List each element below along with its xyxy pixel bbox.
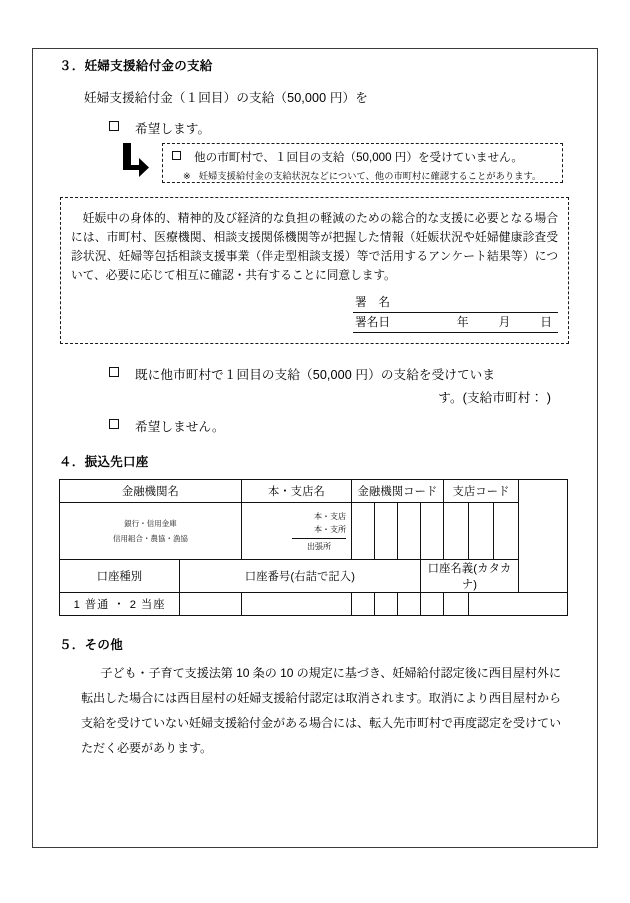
header-account-type: 口座種別 xyxy=(60,560,180,593)
option-already-received-line2: す。(支給市町村： ) xyxy=(438,391,551,406)
subbox-note xyxy=(183,168,562,182)
form-page xyxy=(32,48,598,848)
option-row-decline[interactable] xyxy=(109,416,571,435)
section-3-heading xyxy=(59,59,571,74)
checkbox-request-icon[interactable] xyxy=(109,121,119,131)
section-3-title: 妊婦支援給付金の支給 xyxy=(84,59,213,73)
table-row xyxy=(60,593,568,616)
checkbox-decline-icon[interactable] xyxy=(109,419,119,429)
institution-sub-label-1: 銀行・信用金庫 xyxy=(124,518,177,528)
subbox-note-text: 妊婦支援給付金の支給状況などについて、他の市町村に確認することがあります。 xyxy=(198,171,542,181)
day-label: 日 xyxy=(540,315,552,329)
input-branch-code-digit[interactable] xyxy=(494,503,519,560)
checkbox-not-received-icon[interactable] xyxy=(172,151,181,160)
section-4-title: 振込先口座 xyxy=(84,455,149,470)
header-account-holder: 口座名義(カタカナ) xyxy=(421,560,519,593)
branch-sub-label-3: 出張所 xyxy=(292,538,346,553)
bank-account-table xyxy=(59,479,568,616)
section-4-number: ４． xyxy=(59,455,85,470)
signature-name-label: 署 名 xyxy=(355,295,391,309)
table-row xyxy=(60,503,568,560)
input-bank-code-digit[interactable] xyxy=(421,503,444,560)
header-institution-name: 金融機関名 xyxy=(60,480,242,503)
benefit-lead-text: 妊婦支援給付金（１回目）の支給（50,000 円）を xyxy=(84,91,368,105)
signature-name-row[interactable] xyxy=(353,293,558,313)
signature-date-fields xyxy=(457,314,556,330)
input-account-number-digit[interactable] xyxy=(398,593,421,616)
branch-sub-label-1: 本・支店 xyxy=(314,512,347,522)
branch-sub-label-2: 本・支所 xyxy=(314,525,347,535)
signature-block xyxy=(353,293,558,333)
subbox-group xyxy=(109,143,571,185)
input-branch-code-digit[interactable] xyxy=(444,503,469,560)
option-row-request[interactable] xyxy=(109,118,571,137)
hook-arrow-icon xyxy=(118,141,150,181)
month-label: 月 xyxy=(498,315,511,329)
header-account-number: 口座番号(右詰で記入) xyxy=(180,560,421,593)
section-5-title: その他 xyxy=(84,638,124,653)
subbox-checkbox-row[interactable] xyxy=(172,149,562,165)
section-5-heading xyxy=(59,638,571,653)
note-mark-icon: ※ xyxy=(183,171,191,181)
section-5-body-text: 子ども・子育て支援法第 10 条の 10 の規定に基づき、妊婦給付認定後に西目屋村外に転出した場合には西目屋村の妊婦支援給付認定は取消されます。取消により西目屋村から支給を受けていない妊婦支援給付金がある場合には、転入先市町村で再度認定を受けていただく必要があります。 xyxy=(81,666,561,755)
input-bank-code-digit[interactable] xyxy=(375,503,398,560)
input-bank-code-digit[interactable] xyxy=(398,503,421,560)
input-account-number-digit[interactable] xyxy=(421,593,444,616)
section-3-number: ３． xyxy=(59,59,85,73)
input-account-number-digit[interactable] xyxy=(352,593,375,616)
checkbox-already-received-icon[interactable] xyxy=(109,367,119,377)
input-account-number-digit[interactable] xyxy=(444,593,469,616)
institution-sub-label-2: 信用組合・農協・漁協 xyxy=(113,534,188,544)
table-row xyxy=(60,560,568,593)
input-bank-code-digit[interactable] xyxy=(352,503,375,560)
option-already-received-line1: 既に他市町村で１回目の支給（50,000 円）の支給を受けていま xyxy=(135,367,496,382)
option-row-already-received[interactable] xyxy=(109,364,571,411)
option-label-already-received xyxy=(135,364,565,411)
input-account-holder-name[interactable] xyxy=(469,593,568,616)
input-branch-code-digit[interactable] xyxy=(469,503,494,560)
consent-body-text: 妊娠中の身体的、精神的及び経済的な負担の軽減のための総合的な支援に必要となる場合には、市町村、医療機関、相談支援関係機関等が把握した情報（妊娠状況や妊婦健康診査受診状況、妊婦等包括相談支援事業（伴走型相談支援）等で活用するアンケート結果等）について、必要に応じて相互に確認・共有することに同意します。 xyxy=(71,212,558,282)
not-received-subbox xyxy=(162,143,563,183)
form-content xyxy=(59,59,571,761)
option-label-decline: 希望しません。 xyxy=(135,420,225,435)
account-type-options[interactable]: 1 普通 ・ 2 当座 xyxy=(60,593,180,616)
signature-date-label: 署名日 xyxy=(355,315,391,329)
input-institution-name[interactable] xyxy=(60,503,242,560)
section-5-number: ５． xyxy=(59,638,85,653)
year-label: 年 xyxy=(456,315,469,329)
section-4-heading xyxy=(59,455,571,470)
input-account-number-digit[interactable] xyxy=(375,593,398,616)
subbox-checkbox-label: 他の市町村で、１回目の支給（50,000 円）を受けていません。 xyxy=(194,151,523,164)
input-account-number-digit[interactable] xyxy=(180,593,242,616)
table-row xyxy=(60,480,568,503)
header-branch-name: 本・支店名 xyxy=(242,480,352,503)
consent-box xyxy=(60,197,569,344)
input-account-number-digit[interactable] xyxy=(242,593,352,616)
option-label-request: 希望します。 xyxy=(135,122,211,136)
input-branch-name[interactable] xyxy=(242,503,352,560)
header-branch-code: 支店コード xyxy=(444,480,519,503)
signature-date-row[interactable] xyxy=(353,313,558,333)
header-bank-code: 金融機関コード xyxy=(352,480,444,503)
